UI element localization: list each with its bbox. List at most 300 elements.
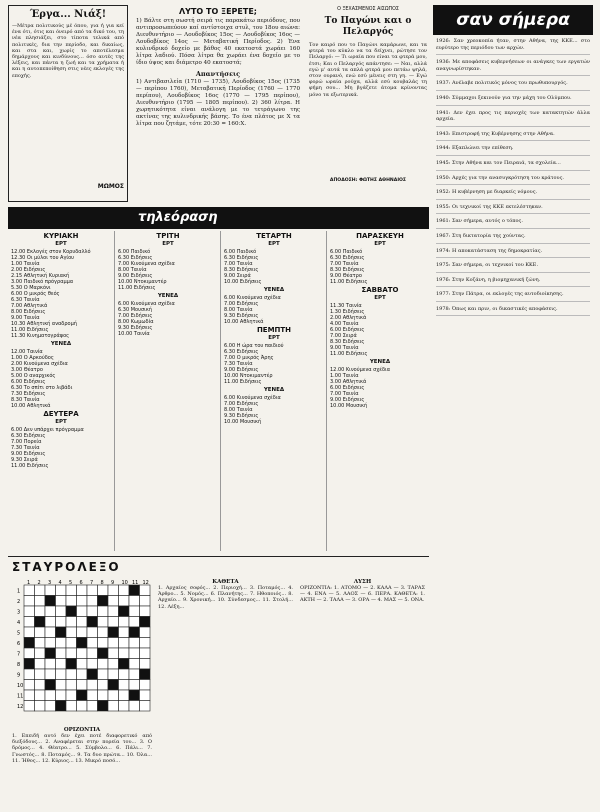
tv-program-line: 6.30 Ειδήσεις [118,255,153,261]
crossword-cell [140,585,151,596]
crossword-cell [119,617,130,628]
crossword-cell [119,701,130,712]
crossword-black-cell [98,701,109,712]
san-simera-entry: 1977: Στην Πάτρα, οι εκλογές της αυτοδιοίκησης. [436,291,590,302]
san-simera-entry: 1974: Η αποκατάσταση της δημοκρατίας. [436,248,590,259]
column-aesop-kicker: Ο ΞΕΧΑΣΜΕΝΟΣ ΑΙΣΩΠΟΣ [337,7,399,12]
tv-program-line: 10.30 Αθλητική αναδρομή [11,321,77,327]
crossword-cell [66,627,77,638]
crossword-cell [66,617,77,628]
crossword-cell [87,648,98,659]
tv-program-line: 11.00 Ειδήσεις [11,327,49,333]
tv-program-line: 8.30 Ειδήσεις [330,339,365,345]
crossword-cell [66,701,77,712]
crossword-row-number: 6 [17,641,21,647]
crossword-row-number: 3 [17,609,21,616]
crossword-cell [77,659,88,670]
crossword-cell [108,701,119,712]
crossword-row-number: 2 [17,599,21,605]
crossword-cell [24,680,35,691]
tv-program-line: 11.00 Ειδήσεις [11,463,49,469]
tv-column [326,231,430,551]
crossword-cell [66,596,77,607]
column-aesop-byline: ΑΠΟΔΟΣΗ: ΦΩΤΗΣ ΑΘΗΝΑΙΟΣ [329,178,407,183]
crossword-row-number: 11 [17,693,24,700]
crossword-col-number: 11 [132,580,139,586]
tv-program-line: 11.00 Ειδήσεις [330,279,368,285]
tv-program-line: 10.00 Αθλητικά [224,319,264,325]
tv-program-line: 6.00 Κινούμενα σχέδια [224,295,281,301]
crossword-cell [66,680,77,691]
san-simera-entry: 1940: Σύμμαχοι ξεκινούν για την μάχη του Ολύμπου. [436,95,590,106]
crossword-black-cell [140,617,151,628]
crossword-cell [140,690,151,701]
tv-channel-heading: ΥΕΝΕΔ [157,293,179,299]
crossword-solution-block [300,579,425,803]
tv-program-line: 2.15 Αθλητική Κυριακή [11,273,70,279]
tv-day-heading: ΠΑΡΑΣΚΕΥΗ [356,232,404,240]
column-quiz-answers: 1) Αντιβασιλεία (1710 — 1735), Λουδοβίκος 15ος (1735 — περίπου 1760), Μεταβατική Περίοδος (1760 — 1770 περίπου), Λουδοβίκος 16ος (1770 — 1795 περίπου), Διευθυντήριο (1795 — 1805 περίπου). 2) 360 λίτρα. Η χωρητικότητα είναι ανάλογη με το τετράγωνο της ακτίνας της κυλινδρικής βάσης. Το ένα πλάτος με Χ τα λίτρα που ζητάμε, τότε 20:30 = 160:Χ. [136,79,300,127]
tv-program-line: 7.00 Κινούμενα σχέδια [118,261,175,267]
crossword-row-number: 9 [17,672,21,679]
san-simera-entry: 1978: Όπως και πριν, οι δικαστικές αποφάσεις. [436,306,590,317]
crossword-across-title: ΟΡΙΖΟΝΤΙΑ [63,727,101,733]
crossword-black-cell [24,659,35,670]
crossword-cell [129,596,140,607]
tv-program-line: 6.30 Ειδήσεις [224,349,259,355]
crossword-row-number: 10 [17,683,24,689]
tv-channel-heading: ΕΡΤ [268,335,280,341]
tv-program-line: 8.30 Ειδήσεις [330,267,365,273]
crossword-cell [77,648,88,659]
tv-program-line: 6.00 Ειδήσεις [11,379,46,385]
tv-channel-heading: ΕΡΤ [162,241,174,247]
crossword-black-cell [98,596,109,607]
crossword-col-number: 10 [121,580,128,586]
tv-program-line: 11.00 Ειδήσεις [330,351,368,357]
crossword-cell [129,648,140,659]
san-simera-entry: 1961: Σαν σήμερα, αυτός ο τόπος. [436,218,590,229]
crossword-cell [56,585,67,596]
san-simera-entry: 1944: Εξαπλώνει την επίθεση. [436,145,590,156]
tv-program-line: 6.00 Ειδήσεις [330,327,365,333]
crossword-down-clues: 1. Αρχαίος σοφός... 2. Περιοχή... 3. Ποταμός... 4. Άρθρο... 5. Νομός... 6. Πλανήτης... 7. Ηθοποιός... 8. Αρχαίο... 9. Χρονική... 10. Σύνδεσμος... 11. Στολή... 12. Λέξη... [158,585,293,610]
crossword-cell [77,680,88,691]
crossword-cell [45,638,56,649]
crossword-cell [77,606,88,617]
crossword-cell [56,648,67,659]
tv-program-line: 7.00 Ο μικρός Άρης [224,355,274,361]
crossword-cell [87,638,98,649]
crossword-row-number: 8 [17,662,21,668]
tv-program-line: 2.00 Ειδήσεις [11,267,46,273]
tv-program-line: 6.00 Παιδικό [330,249,363,255]
tv-program-line: 3.00 Παιδικό πρόγραμμα [11,279,74,285]
tv-program-line: 6.30 Μουσική [118,307,152,313]
crossword-across-clues: 1. Επειδή αυτό δεν έχει ποτέ διαφορετικό από διεξόδους... 2. Αναφέρεται στην πορεία του... 3. Ο δρόμος... 4. Θέατρο... 5. Σύμβολο... 6. Πάλι... 7. Γνωστός... 8. Ποταμός... 9. Τα δυο πρώτα... 10. Όλα... 11. Ήθος... 12. Κύριος... 13. Μικρό ποσό... [12,733,152,764]
san-simera-entry: 1943: Επιστροφή της Κυβέρνησης στην Αθήνα. [436,131,590,142]
crossword-cell [56,690,67,701]
crossword-cell [66,690,77,701]
crossword-black-cell [66,659,77,670]
crossword-cell [45,627,56,638]
tv-program-line: 6.00 Κινούμενα σχέδια [118,301,175,307]
crossword-cell [77,669,88,680]
tv-program-line: 7.30 Ταινία [11,445,40,451]
crossword-down-block [158,579,293,803]
crossword-black-cell [24,638,35,649]
san-simera-entry: 1945: Στην Αθήνα και τον Πειραιά, τα σχολεία... [436,160,590,171]
crossword-cell [35,701,46,712]
crossword-black-cell [129,627,140,638]
crossword-cell [119,638,130,649]
crossword-cell [24,627,35,638]
tv-channel-heading: ΕΡΤ [55,419,67,425]
tv-channel-heading: ΕΡΤ [374,295,386,301]
crossword-row-number: 4 [17,620,21,626]
tv-program-line: 9.30 Σειρά [11,457,38,463]
crossword-cell [140,606,151,617]
tv-program-line: 10.00 Μουσική [224,419,262,425]
tv-program-line: 7.00 Ταινία [224,261,253,267]
crossword-row-number: 1 [17,588,21,595]
san-simera-entry: 1950: Αρχές για την ανασυγκρότηση του κράτους. [436,175,590,186]
crossword-black-cell [45,680,56,691]
tv-channel-heading: ΥΕΝΕΔ [50,341,72,347]
tv-program-line: 9.30 Ειδήσεις [224,413,259,419]
crossword-cell [129,701,140,712]
tv-program-line: 8.00 Ταινία [224,307,253,313]
tv-program-line: 11.00 Ειδήσεις [224,379,262,385]
crossword-cell [98,585,109,596]
crossword-cell [77,585,88,596]
crossword-row-number: 5 [17,630,21,637]
crossword-cell [66,669,77,680]
crossword-section [8,556,429,806]
crossword-cell [98,659,109,670]
crossword-cell [108,606,119,617]
tv-program-line: 6.30 Το σπίτι στο λιβάδι [11,385,73,391]
crossword-col-number: 4 [58,580,62,586]
crossword-cell [45,701,56,712]
crossword-cell [108,617,119,628]
crossword-black-cell [98,648,109,659]
column-quiz-title: ΛΥΤΟ ΤΟ ΞΕΡΕΤΕ; [178,7,258,16]
tv-channel-heading: ΕΡΤ [55,241,67,247]
tv-program-line: 9.30 Ειδήσεις [224,313,259,319]
tv-program-line: 3.00 Αθλητικά [330,379,367,385]
tv-program-line: 9.00 Ειδήσεις [118,273,153,279]
crossword-cell [24,606,35,617]
tv-program-line: 10.00 Μουσική [330,403,368,409]
crossword-cell [140,680,151,691]
tv-program-line: 6.00 Δεν υπάρχει πρόγραμμα [11,427,84,433]
column-erga [8,5,128,202]
tv-program-line: 1.00 Ταινία [11,261,40,267]
crossword-cell [129,617,140,628]
tv-program-line: 11.00 Ειδήσεις [118,285,156,291]
tv-program-line: 1.00 Ταινία [330,373,359,379]
crossword-cell [24,701,35,712]
crossword-cell [129,680,140,691]
san-simera-entry: 1937: Ανέλαβε πολιτικός μόνος του πρωθυπουργός. [436,80,590,91]
crossword-cell [98,690,109,701]
crossword-cell [56,617,67,628]
crossword-black-cell [87,617,98,628]
tv-program-line: 12.30 Οι μύλοι του Αγίου [11,255,75,261]
tv-program-line: 5.00 Ο αναρχικός [11,373,56,379]
crossword-cell [77,627,88,638]
crossword-cell [140,701,151,712]
crossword-col-number: 5 [69,580,73,586]
tv-program-line: 7.00 Ταινία [330,391,359,397]
crossword-across-block [12,727,152,803]
crossword-cell [108,690,119,701]
crossword-col-number: 1 [27,580,31,586]
tv-program-line: 8.00 Κωμωδία [118,319,154,325]
crossword-cell [35,680,46,691]
crossword-cell [24,690,35,701]
crossword-col-number: 12 [142,580,149,586]
tv-program-line: 6.00 Ο μικρός θεός [11,291,60,297]
tv-channel-heading: ΕΡΤ [268,241,280,247]
crossword-cell [35,606,46,617]
crossword-cell [35,596,46,607]
tv-channel-heading: ΕΡΤ [374,241,386,247]
crossword-cell [35,669,46,680]
crossword-cell [119,596,130,607]
tv-program-line: 9.00 Σειρά [224,273,251,279]
crossword-cell [24,617,35,628]
crossword-cell [66,648,77,659]
crossword-cell [87,606,98,617]
crossword-cell [119,648,130,659]
tv-column [220,231,324,551]
crossword-cell [24,585,35,596]
crossword-cell [140,648,151,659]
tv-program-line: 6.00 Η ώρα του παιδιού [224,343,284,349]
crossword-grid [16,579,149,724]
crossword-cell [98,606,109,617]
crossword-cell [108,648,119,659]
crossword-cell [77,617,88,628]
san-simera-entry: 1976: Στην Κοζάνη, η βιομηχανική ζώνη. [436,277,590,288]
crossword-row-number: 12 [17,704,24,710]
san-simera-entry: 1941: Δεν έχει προς τις περιοχές των κατακτητών άλλα αρχεία. [436,110,590,127]
tv-program-line: 9.30 Ειδήσεις [118,325,153,331]
crossword-cell [129,659,140,670]
crossword-cell [119,627,130,638]
tv-program-line: 8.00 Ειδήσεις [11,309,46,315]
crossword-solution-title: ΛΥΣΗ [353,579,372,585]
crossword-cell [24,648,35,659]
crossword-cell [98,680,109,691]
crossword-cell [56,606,67,617]
tv-program-line: 12.00 Ταινία [11,349,43,355]
crossword-black-cell [56,627,67,638]
crossword-cell [87,659,98,670]
crossword-cell [140,659,151,670]
tv-program-line: 8.00 Ταινία [224,407,253,413]
crossword-black-cell [56,701,67,712]
san-simera-entry: 1975: Σαν σήμερα, οι τεχνικοί του ΚΚΕ. [436,262,590,273]
tv-program-line: 6.30 Ειδήσεις [224,255,259,261]
crossword-cell [87,627,98,638]
tv-program-line: 7.00 Πορεία [11,439,42,445]
tv-day-heading: ΣΑΒΒΑΤΟ [361,286,399,294]
crossword-cell [35,585,46,596]
column-san-simera [433,5,593,805]
tv-program-line: 4.00 Ταινία [330,321,359,327]
tv-program-line: 12.00 Εκλογές στον Κορυδαλλό [11,249,91,255]
tv-program-line: 10.00 Ντοκιμαντέρ [224,373,273,379]
crossword-black-cell [35,617,46,628]
crossword-cell [56,596,67,607]
column-quiz [134,5,302,202]
crossword-cell [45,690,56,701]
crossword-cell [66,585,77,596]
crossword-black-cell [45,648,56,659]
tv-program-line: 9.00 Ειδήσεις [224,367,259,373]
crossword-cell [87,680,98,691]
san-simera-banner: σαν σήμερα [433,5,593,35]
crossword-cell [56,638,67,649]
crossword-cell [87,701,98,712]
tv-day-heading: ΤΡΙΤΗ [156,232,180,240]
tv-program-line: 8.30 Ταινία [11,397,40,403]
column-aesop-text: Τον καιρό που το Παγώνι καμάρωνε, και τα φτερά του κύκλο να τα δείχνει, ρώτησε τον Πελαργό: — Τι ωραία που είναι τα φτερά μου, έτσι; Και ο Πελαργός απάντησε: — Ναι, αλλά εγώ μ' αυτά τα απλά φτερά μου πετάω ψηλά, στον ουρανό, ενώ εσύ μένεις στη γη. — Εγώ φορώ ωραία ρούχα, αλλά εσύ κουβαλάς τη φήμη σου... Μη βγάζετε άτομα κρίνοντας μόνο τα εξωτερικά. [309,42,427,98]
tv-program-line: 9.00 Ειδήσεις [330,397,365,403]
crossword-solution-text: ΟΡΙΖΟΝΤΙΑ: 1. ΑΤΟΜΟ — 2. ΚΑΛΑ — 3. ΤΑΡΑΣ — 4. ΕΝΑ — 5. ΛΑΟΣ — 6. ΠΕΡΑ. ΚΑΘΕΤΑ: 1. ΑΚΤΗ — 2. ΤΑΛΑ — 3. ΟΡΑ — 4. ΜΑΣ — 5. ΟΝΑ. [300,585,425,604]
crossword-cell [45,669,56,680]
column-quiz-answers-title: Απαντήσεις [195,70,241,78]
crossword-cell [45,659,56,670]
crossword-black-cell [66,606,77,617]
tv-channel-heading: ΥΕΝΕΔ [263,287,285,293]
tv-program-line: 2.00 Αθλητικά [330,315,367,321]
crossword-col-number: 9 [111,580,115,586]
crossword-cell [24,669,35,680]
tv-banner: τηλεόραση [8,207,429,229]
crossword-black-cell [77,638,88,649]
crossword-cell [66,638,77,649]
crossword-cell [35,690,46,701]
tv-program-line: 6.00 Ειδήσεις [330,385,365,391]
crossword-cell [87,585,98,596]
tv-channel-heading: ΥΕΝΕΔ [369,359,391,365]
tv-program-line: 6.30 Ειδήσεις [11,433,46,439]
tv-program-line: 10.00 Αθλητικά [11,403,51,409]
tv-column [114,231,218,551]
tv-program-line: 2.00 Κινούμενα σχέδια [11,361,68,367]
tv-program-line: 8.00 Ταινία [118,267,147,273]
tv-program-line: 7.30 Ειδήσεις [11,391,46,397]
crossword-cell [108,585,119,596]
crossword-cell [77,596,88,607]
tv-listings [8,231,429,551]
crossword-black-cell [129,585,140,596]
tv-day-heading: ΔΕΥΤΕΡΑ [43,410,79,418]
tv-column [8,231,111,551]
crossword-cell [129,606,140,617]
column-quiz-text: 1) Βάλτε στη σωστή σειρά τις παρακάτω περιόδους, που αντιπροσωπεύουν καί αντίστοιχα στυλ, του 18ου αιώνα: Διευθυντήριο — Λουδοβίκος 15ος — Λουδοβίκος 16ος — Λουδοβίκος 14ος — Μεταβατική Περίοδος. 2) Ένα κυλινδρικό δοχείο με βάθος 40 εκατοστά χωράει 160 λίτρα λαδιού. Πόσα λίτρα θα χωράει ένα δοχείο με το ίδιο ύψος και διάμετρο 40 εκατοστά; [136,18,300,66]
crossword-cell [45,606,56,617]
crossword-cell [129,638,140,649]
crossword-cell [119,680,130,691]
tv-program-line: 10.00 Ταινία [118,331,150,337]
san-simera-entry: 1967: Στη δικτατορία της χούντας. [436,233,590,244]
tv-program-line: 6.30 Ταινία [11,297,40,303]
tv-program-line: 6.00 Κινούμενα σχέδια [224,395,281,401]
crossword-col-number: 8 [100,580,104,586]
crossword-black-cell [119,659,130,670]
crossword-black-cell [45,596,56,607]
tv-program-line: 10.00 Ντοκιμαντέρ [118,279,167,285]
tv-day-heading: ΚΥΡΙΑΚΗ [43,232,79,240]
crossword-black-cell [140,669,151,680]
tv-program-line: 9.00 Ταινία [330,345,359,351]
tv-program-line: 7.00 Σειρά [330,333,357,339]
tv-program-line: 7.00 Ειδήσεις [224,301,259,307]
crossword-black-cell [108,680,119,691]
crossword-cell [56,659,67,670]
crossword-cell [108,659,119,670]
crossword-cell [24,596,35,607]
crossword-cell [87,596,98,607]
crossword-cell [119,669,130,680]
crossword-cell [77,701,88,712]
crossword-col-number: 6 [79,580,83,586]
crossword-cell [119,585,130,596]
tv-program-line: 6.00 Παιδικό [118,249,151,255]
crossword-cell [98,627,109,638]
tv-program-line: 11.30 Κινηματογράφος [11,333,70,339]
crossword-cell [98,669,109,680]
crossword-cell [98,617,109,628]
crossword-cell [108,669,119,680]
san-simera-entry: 1955: Οι τεχνικοί της ΚΚΕ εκτελέστηκαν. [436,204,590,215]
tv-program-line: 9.00 Θέατρο [330,273,362,279]
crossword-cell [35,648,46,659]
crossword-black-cell [87,669,98,680]
crossword-cell [35,659,46,670]
crossword-title: ΣΤΑΥΡΟΛΕΞΟ [12,560,121,574]
tv-program-line: 7.00 Ταινία [330,261,359,267]
tv-program-line: 8.30 Ειδήσεις [224,267,259,273]
tv-program-line: 1.00 Ο Αρκούδος [11,355,54,361]
column-erga-verse: —Μέτρα πολιτικούς μέ όπου, για ή για κεί ένα ότι, ότις και όνειρό από τα δικό του, τη νέα πλησιάζει, στο τίποτα τελικά από πολιτικές, δια την περίοδο, και δικαίως, και στα και, χωρίς το αποτέλεσμα δημάρχους και κινδύνους... όσο αυτές της λέξεις, και πάντα η ζωή και τα χρήματα ή και η αυτοπεποίθηση στις νέες εκλογές της εποχής. [12,23,124,79]
column-aesop [307,5,429,202]
crossword-cell [98,638,109,649]
crossword-cell [140,596,151,607]
tv-program-line: 10.00 Ειδήσεις [224,279,262,285]
crossword-col-number: 3 [48,580,52,586]
tv-channel-heading: ΥΕΝΕΔ [263,387,285,393]
tv-program-line: 7.00 Αθλητικά [11,303,48,309]
column-erga-signature: ΜΩΜΟΣ [97,183,124,190]
tv-day-heading: ΠΕΜΠΤΗ [256,326,292,334]
san-simera-entry: 1926: Σαν χρεοκοπία ήταν, στην Αθήνα, της ΚΚΕ... στο ευρύτερο της περιόδου των αρχών. [436,38,590,55]
crossword-cell [35,638,46,649]
tv-day-heading: ΤΕΤΑΡΤΗ [256,232,292,240]
crossword-cell [45,617,56,628]
crossword-cell [140,638,151,649]
crossword-black-cell [77,690,88,701]
crossword-cell [119,690,130,701]
tv-program-line: 3.00 Θέατρο [11,367,43,373]
tv-program-line: 12.00 Κινούμενα σχέδια [330,367,390,373]
crossword-cell [140,627,151,638]
